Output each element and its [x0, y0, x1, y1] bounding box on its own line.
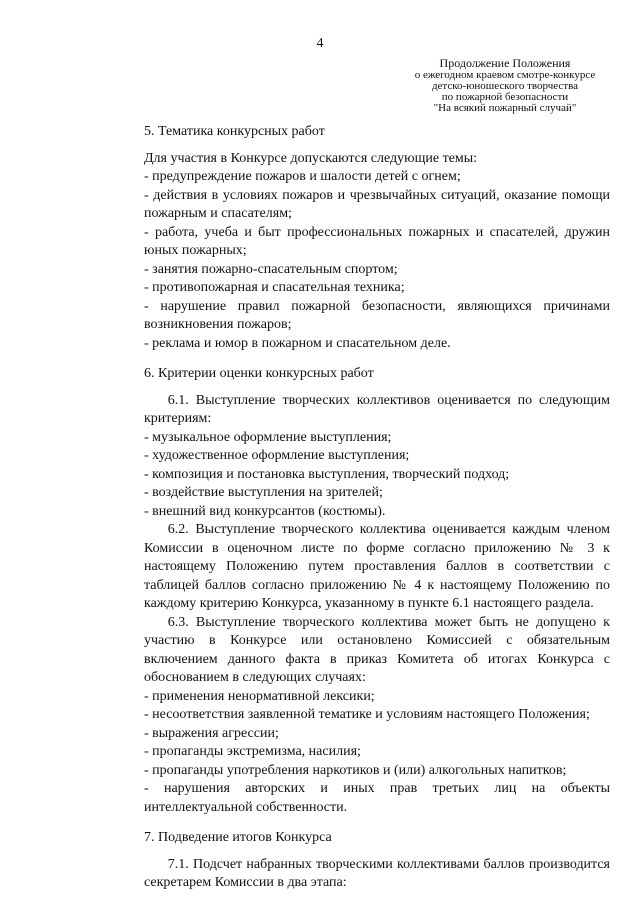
paragraph: 6.1. Выступление творческих коллективов оценивается по следующим критериям: — [144, 392, 610, 426]
paragraph: 6.2. Выступление творческого коллектива оценивается каждым членом Комиссии в оценочном листе по форме согласно приложению № 3 к настоящему Положению путем проставления баллов в соответствии с таблицей баллов согласно приложению № 4 к настоящему Положению по каждому критерию Конкурса, указанному в пункте 6.1 настоящего раздела. — [144, 522, 610, 611]
list-item: - занятия пожарно-спасательным спортом; — [144, 261, 398, 277]
header-line: о ежегодном краевом смотре-конкурсе — [414, 69, 596, 81]
list-item: - воздействие выступления на зрителей; — [144, 485, 383, 500]
document-body — [144, 123, 610, 893]
page-number: 4 — [316, 36, 324, 51]
list-item: - несоответствия заявленной тематике и условиям настоящего Положения; — [144, 707, 590, 722]
header-line: "На всякий пожарный случай" — [433, 102, 577, 114]
list-item: - художественное оформление выступления; — [144, 448, 410, 463]
document-header — [380, 57, 630, 114]
section-heading: 7. Подведение итогов Конкурса — [144, 830, 332, 845]
header-line: Продолжение Положения — [439, 56, 571, 70]
header-line: детско-юношеского творчества — [431, 80, 579, 92]
list-item: - выражения агрессии; — [144, 725, 279, 741]
header-line: по пожарной безопасности — [441, 91, 569, 103]
section-heading: 5. Тематика конкурсных работ — [144, 124, 325, 139]
section-heading: 6. Критерии оценки конкурсных работ — [144, 366, 374, 381]
list-item: - внешний вид конкурсантов (костюмы). — [144, 503, 386, 519]
list-item: - пропаганды употребления наркотиков и (или) алкогольных напитков; — [144, 762, 567, 778]
list-item: - применения ненормативной лексики; — [144, 688, 375, 704]
list-item: - работа, учеба и быт профессиональных пожарных и спасателей, дружин юных пожарных; — [144, 224, 610, 258]
list-item: - реклама и юмор в пожарном и спасательном деле. — [144, 335, 451, 351]
paragraph: 6.3. Выступление творческого коллектива может быть не допущено к участию в Конкурсе или остановлено Комиссией с обязательным включением данного факта в приказ Комитета об итогах Конкурса с обоснованием в следующих случаях: — [144, 614, 610, 685]
list-item: - противопожарная и спасательная техника; — [144, 280, 405, 295]
list-item: - нарушения авторских и иных прав третьих лиц на объекты интеллектуальной собственности. — [144, 781, 610, 815]
list-item: - музыкальное оформление выступления; — [144, 429, 392, 445]
paragraph: Для участия в Конкурсе допускаются следующие темы: — [144, 150, 478, 166]
list-item: - пропаганды экстремизма, насилия; — [144, 744, 361, 759]
list-item: - предупреждение пожаров и шалости детей с огнем; — [144, 169, 461, 184]
list-item: - нарушение правил пожарной безопасности, являющихся причинами возникновения пожаров; — [144, 298, 610, 332]
paragraph: 7.1. Подсчет набранных творческими коллективами баллов производится секретарем Комиссии в два этапа: — [144, 856, 610, 890]
list-item: - действия в условиях пожаров и чрезвычайных ситуаций, оказание помощи пожарным и спасателям; — [144, 187, 610, 221]
list-item: - композиция и постановка выступления, творческий подход; — [144, 466, 510, 482]
